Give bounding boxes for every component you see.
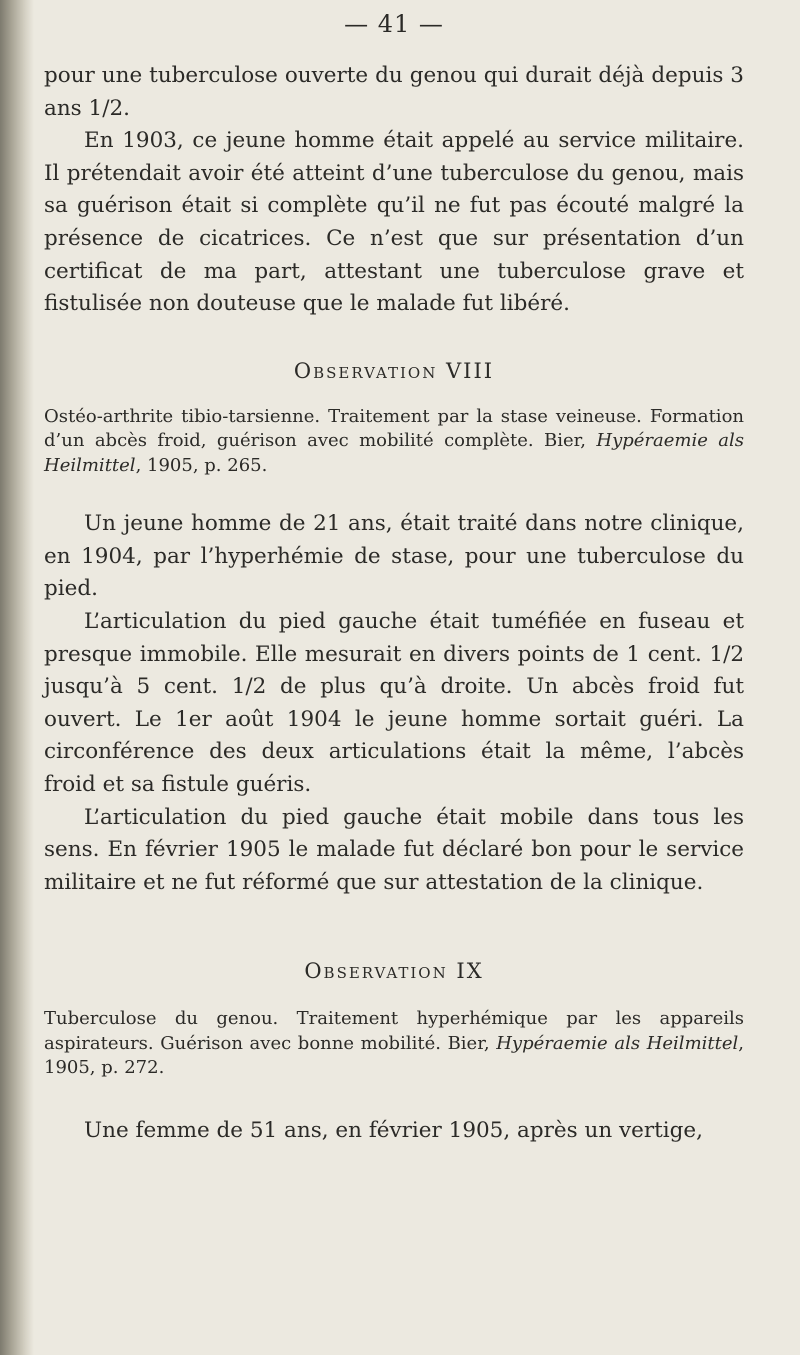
page-number: — 41 — — [344, 10, 444, 38]
observation-viii-paragraph-2: L’articulation du pied gauche était tuméfiée en fuseau et presque immobile. Elle mesurait en divers points de 1 cent. 1/2 jusqu’à 5 cent. 1/2 de plus qu’à droite. Un abcès froid fut ouvert. Le 1er août 1904 le jeune homme sortait guéri. La circonférence des deux articulations était la même, l’abcès froid et sa fistule guéris. — [44, 609, 744, 797]
observation-viii-summary — [44, 405, 744, 479]
observation-ix-summary-ref: , 1905, p. 272. — [44, 1032, 744, 1079]
observation-viii-paragraph-1: Un jeune homme de 21 ans, était traité dans notre clinique, en 1904, par l’hyperhémie de stase, pour une tuberculose du pied. — [44, 511, 744, 602]
observation-viii-summary-title: Hypéraemie als Heilmittel — [44, 430, 744, 476]
page-content — [44, 60, 744, 1147]
intro-paragraph: pour une tuberculose ouverte du genou qui durait déjà depuis 3 ans 1/2. — [44, 63, 744, 121]
observation-ix-summary — [44, 1007, 744, 1081]
observation-viii-summary-text: Ostéo-arthrite tibio-tarsienne. Traitement par la stase veineuse. Formation d’un abcès froid, guérison avec mobilité complète. Bier, — [44, 405, 744, 452]
paragraph-1903: En 1903, ce jeune homme était appelé au service militaire. Il prétendait avoir été atteint d’une tuberculose du genou, mais sa guérison était si complète qu’il ne fut pas écouté malgré la présence de cicatrices. Ce n’est que sur présentation d’un certificat de ma part, attestant une tuberculose grave et fistulisée non douteuse que le malade fut libéré. — [44, 128, 744, 317]
observation-viii-paragraph-3: L’articulation du pied gauche était mobile dans tous les sens. En février 1905 le malade fut déclaré bon pour le service militaire et ne fut réformé que sur attestation de la clinique. — [44, 804, 744, 895]
book-spine-shadow — [0, 0, 34, 1355]
observation-ix-paragraph-1: Une femme de 51 ans, en février 1905, après un vertige, — [84, 1117, 703, 1143]
observation-ix-heading: Observation IX — [304, 959, 484, 984]
observation-ix-summary-text: Tuberculose du genou. Traitement hyperhémique par les appareils aspirateurs. Guérison avec bonne mobilité. Bier, — [44, 1008, 744, 1054]
observation-ix-summary-title: Hypéraemie als Heilmittel — [496, 1032, 739, 1054]
observation-viii-summary-ref: , 1905, p. 265. — [135, 454, 268, 476]
observation-viii-heading: Observation VIII — [293, 358, 495, 383]
